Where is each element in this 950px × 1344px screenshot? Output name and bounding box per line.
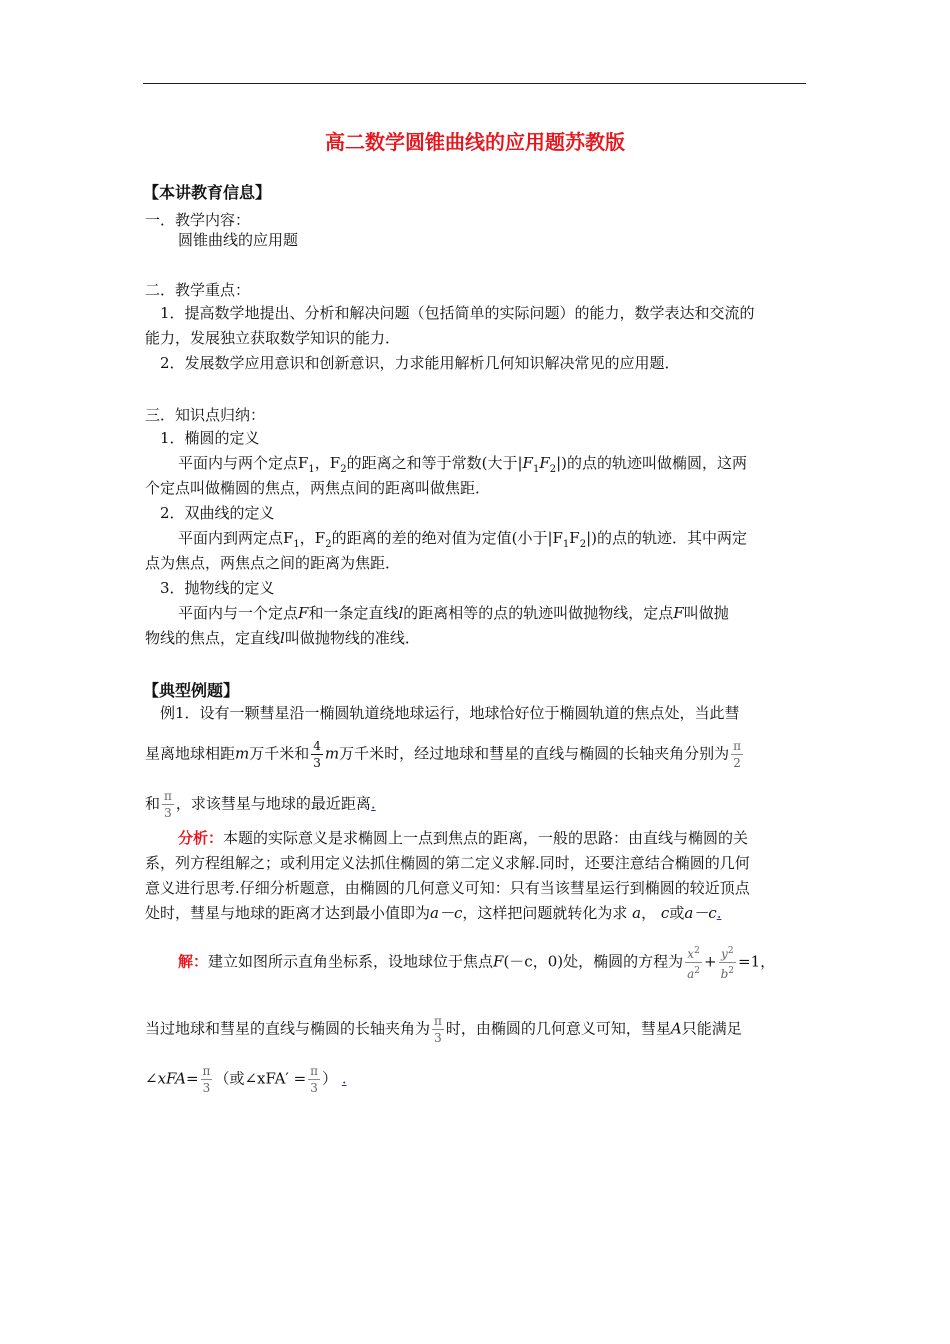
solution-line1: 解：建立如图所示直角坐标系，设地球位于焦点F(－c，0)处，椭圆的方程为 $\frac{x^2}{a^2}$ + $\frac{y^2}{b^2}$ =1， xyxy=(178,943,775,982)
fraction-four-thirds: $\frac{4}{3}$ xyxy=(313,739,321,770)
fraction-x2-over-a2: $\frac{x^2}{a^2}$ xyxy=(685,943,702,982)
k1-heading: 1．椭圆的定义 xyxy=(160,429,260,447)
analysis-line3: 意义进行思考.仔细分析题意，由椭圆的几何意义可知：只有当该彗星运行到椭圆的较近顶点 xyxy=(145,879,750,897)
k1-line2: 个定点叫做椭圆的焦点，两焦点间的距离叫做焦距． xyxy=(145,479,491,497)
fraction-y2-over-b2: $\frac{y^2}{b^2}$ xyxy=(719,943,736,982)
part1-heading: 一．教学内容： xyxy=(145,211,251,229)
solution-label: 解： xyxy=(178,952,209,971)
fraction-pi-over-2: $\frac{\pi}{2}$ xyxy=(733,739,742,770)
fraction-pi-over-3-d: $\frac{\pi}{3}$ xyxy=(310,1064,319,1095)
fraction-pi-over-3-b: $\frac{\pi}{3}$ xyxy=(434,1014,442,1045)
analysis-label: 分析： xyxy=(178,829,224,847)
analysis-line4: 处时，彗星与地球的距离才达到最小值即为a－c，这样把问题就转化为求 a， c或a－c. xyxy=(145,904,722,922)
example1-line2: 星离地球相距m万千米和 $\frac{4}{3}$ m万千米时，经过地球和彗星的直线与椭圆的长轴夹角分别为 $\frac{\pi}{2}$ xyxy=(145,739,742,770)
solution-line2: 当过地球和彗星的直线与椭圆的长轴夹角为 $\frac{\pi}{3}$ 时，由椭圆的几何意义可知，彗星A只能满足 xyxy=(145,1014,742,1045)
document-title: 高二数学圆锥曲线的应用题苏教版 xyxy=(325,130,625,154)
part3-heading: 三．知识点归纳： xyxy=(145,406,266,424)
k2-line1: 平面内到两定点$F_1$，$F_2$的距离的差的绝对值为定值(小于$|F_1F_2|$)的点的轨迹．其中两定 xyxy=(178,529,748,550)
example1-line1: 例1．设有一颗彗星沿一椭圆轨道绕地球运行，地球恰好位于椭圆轨道的焦点处，当此彗 xyxy=(160,704,740,722)
k3-heading: 3．抛物线的定义 xyxy=(160,579,275,597)
analysis-line1: 分析：本题的实际意义是求椭圆上一点到焦点的距离，一般的思路：由直线与椭圆的关 xyxy=(178,829,749,847)
k3-line1: 平面内与一个定点F和一条定直线l的距离相等的点的轨迹叫做抛物线，定点F叫做抛 xyxy=(178,604,729,622)
example1-line3: 和 $\frac{\pi}{3}$ ，求该彗星与地球的最近距离. xyxy=(145,789,376,820)
header-rule xyxy=(143,83,806,84)
fraction-pi-over-3-c: $\frac{\pi}{3}$ xyxy=(202,1064,211,1095)
fraction-pi-over-3: $\frac{\pi}{3}$ xyxy=(164,789,172,820)
part2-item1-line2: 能力，发展独立获取数学知识的能力． xyxy=(145,329,401,347)
part2-item1-line1: 1．提高数学地提出、分析和解决问题（包括简单的实际问题）的能力，数学表达和交流的 xyxy=(160,304,755,322)
k2-line2: 点为焦点，两焦点之间的距离为焦距． xyxy=(145,554,401,572)
k3-line2: 物线的焦点，定直线l叫做抛物线的准线． xyxy=(145,629,420,647)
section-heading-info: 【本讲教育信息】 xyxy=(143,183,272,202)
k1-line1: 平面内与两个定点$F_1$，$F_2$的距离之和等于常数(大于$|F_1F_2|$)的点的轨迹叫做椭圆，这两 xyxy=(178,454,748,475)
part1-content: 圆锥曲线的应用题 xyxy=(178,231,299,249)
analysis-line2: 系，列方程组解之；或利用定义法抓住椭圆的第二定义求解.同时，还要注意结合椭圆的几何 xyxy=(145,854,750,872)
k2-heading: 2．双曲线的定义 xyxy=(160,504,275,522)
section-heading-examples: 【典型例题】 xyxy=(143,681,240,700)
part2-item2: 2．发展数学应用意识和创新意识，力求能用解析几何知识解决常见的应用题． xyxy=(160,354,680,372)
solution-line3: ∠xFA= $\frac{\pi}{3}$ （或∠xFA′ = $\frac{\pi}{3}$ ） . xyxy=(145,1064,347,1095)
part2-heading: 二．教学重点： xyxy=(145,281,251,299)
